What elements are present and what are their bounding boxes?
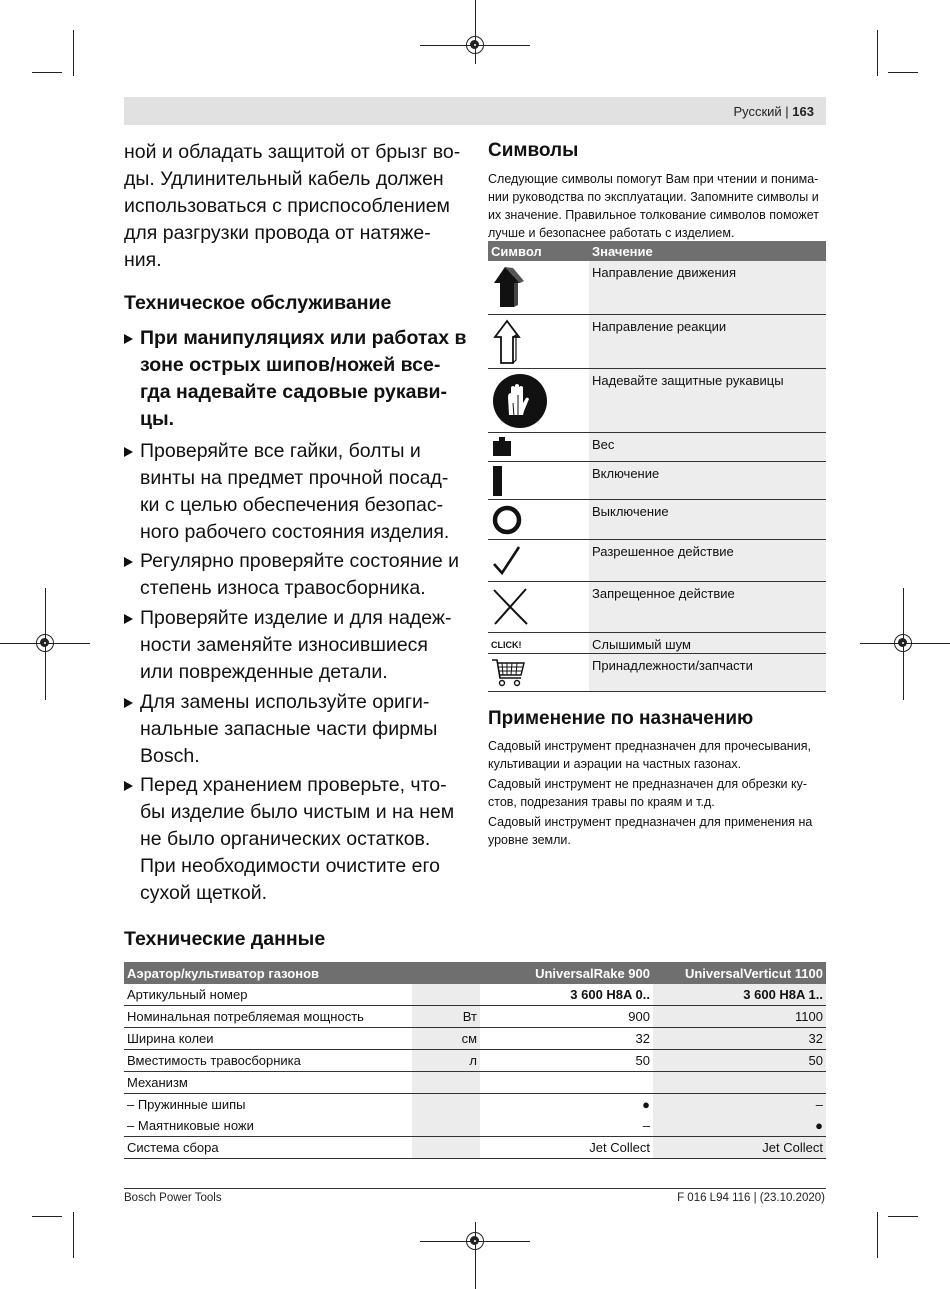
text-line: При необходимости очистите его [140,855,441,877]
row-label: Артикульный номер [124,984,412,1006]
tech-data-heading: Технические данные [124,928,326,950]
column-header-symbol: Символ [488,241,589,261]
intro-paragraph [124,139,464,274]
value-cell: – [653,1094,826,1116]
symbol-cell [488,632,589,653]
bullet-triangle-icon [124,557,133,567]
registration-mark-icon [36,634,54,652]
symbol-cell [488,368,589,432]
table-row [488,653,826,691]
symbol-cell [488,461,589,499]
text-line: Садовый инструмент не предназначен для обрезки ку- [488,777,808,791]
meaning-cell: Принадлежности/запчасти [589,653,826,691]
table-row [124,1050,826,1072]
cross-icon [491,586,531,626]
bullet-item [124,689,469,770]
text-line: ного рабочего состояния изделия. [140,521,450,543]
registration-mark-icon [466,36,484,54]
text-line: их значение. Правильное толкование символов поможет [488,208,819,222]
table-header-row [488,241,826,261]
language-label: Русский [733,104,782,119]
unit-cell [412,1137,480,1159]
unit-cell [412,1094,480,1116]
unit-cell [412,1115,480,1137]
column-header-meaning: Значение [589,241,826,261]
text-line: ды. Удлинительный кабель должен [124,168,444,190]
text-line: стов, подрезания травы по краям и т.д. [488,795,715,809]
bullet-triangle-icon [124,614,133,624]
footer-rule [124,1188,826,1189]
check-icon [491,544,525,578]
bullet-item [124,438,469,546]
table-row [124,1115,826,1137]
text-line: Перед хранением проверьте, что- [140,774,447,796]
click-icon: CLICK! [491,639,522,650]
bullet-item [124,605,469,686]
text-line: лучше и безопаснее работать с изделием. [488,226,735,240]
crop-mark [32,72,62,73]
table-row [124,1006,826,1028]
table-row [488,632,826,653]
bullet-triangle-icon [124,698,133,708]
symbols-intro [488,170,826,242]
bullet-triangle-icon [124,447,133,457]
value-cell: – [480,1115,653,1137]
text-line: культивации и аэрации на частных газонах. [488,757,742,771]
registration-mark-icon [894,634,912,652]
row-label: – Пружинные шипы [127,1097,246,1112]
row-label: Номинальная потребляемая мощность [124,1006,412,1028]
model-header: UniversalVerticut 1100 [653,962,826,984]
row-label: Вместимость травосборника [124,1050,412,1072]
symbol-cell [488,314,589,368]
footer-right: F 016 L94 116 | (23.10.2020) [677,1192,825,1204]
meaning-cell: Надевайте защитные рукавицы [589,368,826,432]
page-header: Русский | 163 [733,104,814,119]
meaning-cell: Направление движения [589,261,826,314]
value-cell [480,1072,653,1094]
page-header-bar [124,97,826,125]
table-row [488,314,826,368]
text-line: зоне острых шипов/ножей все- [140,354,441,376]
table-row [488,581,826,632]
crop-mark [32,1216,62,1217]
value-cell: 32 [653,1028,826,1050]
power-off-icon [491,504,525,536]
value-cell: Jet Collect [653,1137,826,1159]
text-line: Садовый инструмент предназначен для прочесывания, [488,739,811,753]
table-row [124,1072,826,1094]
bullet-triangle-icon [124,334,133,344]
page-number: 163 [792,104,814,119]
unit-cell: Вт [412,1006,480,1028]
unit-cell [412,984,480,1006]
text-line: Для замены используйте ориги- [140,691,430,713]
value-cell [653,1072,826,1094]
table-row [124,1137,826,1159]
symbol-cell [488,261,589,314]
value-cell: 3 600 H8A 1.. [653,984,826,1006]
table-row [124,984,826,1006]
power-on-icon [491,466,505,496]
text-line: не было органических остатков. [140,828,431,850]
row-label: Система сбора [124,1137,412,1159]
registration-mark-line [475,0,476,64]
value-cell: Jet Collect [480,1137,653,1159]
bullet-item [124,772,469,907]
value-cell: 1100 [653,1006,826,1028]
meaning-cell: Включение [589,461,826,499]
row-label: Механизм [124,1072,412,1094]
text-line: Проверяйте все гайки, болты и [140,440,421,462]
meaning-cell: Направление реакции [589,314,826,368]
crop-mark [73,1212,74,1258]
arrow-up-outline-icon [491,319,527,365]
text-line: для разгрузки провода от натяже- [124,222,431,244]
unit-cell [412,1072,480,1094]
table-row [488,432,826,461]
symbol-cell [488,432,589,461]
bullet-item [124,548,469,602]
row-label: – Маятниковые ножи [124,1115,412,1137]
registration-mark-icon [466,1232,484,1250]
symbol-cell [488,539,589,581]
symbol-cell [488,653,589,691]
row-label: Ширина колеи [124,1028,412,1050]
text-line: использоваться с приспособлением [124,195,450,217]
intended-use-text [488,737,826,849]
bullet-item [124,325,469,433]
table-row [488,261,826,314]
value-cell: ● [653,1115,826,1137]
symbol-cell [488,499,589,539]
text-line: Регулярно проверяйте состояние и [140,550,460,572]
text-line: Следующие символы помогут Вам при чтении и понима- [488,172,819,186]
crop-mark [73,30,74,76]
table-row [124,1094,826,1116]
footer-left: Bosch Power Tools [124,1192,222,1204]
text-line: ки с целью обеспечения безопас- [140,494,444,516]
arrow-up-filled-icon [491,265,527,309]
text-line: При манипуляциях или работах в [140,327,467,349]
text-line: Bosch. [140,745,200,767]
tech-data-table [124,962,826,1159]
weight-icon [491,437,513,457]
intended-use-heading: Применение по назначению [488,708,754,729]
model-header: UniversalRake 900 [480,962,653,984]
table-row [488,461,826,499]
gloves-icon [491,373,549,429]
value-cell: ● [642,1097,650,1112]
text-line: или поврежденные детали. [140,661,388,683]
table-row [124,1028,826,1050]
value-cell: 900 [480,1006,653,1028]
text-line: ной и обладать защитой от брызг во- [124,141,461,163]
symbols-heading: Символы [488,140,579,161]
text-line: степень износа травосборника. [140,577,426,599]
text-line: ности заменяйте износившиеся [140,634,428,656]
cart-icon [491,658,527,688]
table-row [488,499,826,539]
crop-mark [877,1212,878,1258]
product-header: Аэратор/культиватор газонов [124,962,412,984]
unit-header [412,962,480,984]
unit-cell: л [412,1050,480,1072]
value-cell: 32 [480,1028,653,1050]
value-cell: 50 [653,1050,826,1072]
table-row [488,539,826,581]
text-line: винты на предмет прочной посад- [140,467,449,489]
text-line: цы. [140,408,175,430]
table-row [488,368,826,432]
text-line: нии руководства по эксплуатации. Запомните символы и [488,190,819,204]
crop-mark [888,72,918,73]
unit-cell: см [412,1028,480,1050]
text-line: ния. [124,249,162,271]
symbols-table [488,241,826,692]
text-line: Проверяйте изделие и для надеж- [140,607,452,629]
meaning-cell: Вес [589,432,826,461]
crop-mark [888,1216,918,1217]
maintenance-heading: Техническое обслуживание [124,292,392,314]
value-cell: 50 [480,1050,653,1072]
meaning-cell: Слышимый шум [589,632,826,653]
table-header-row [124,962,826,984]
text-line: гда надевайте садовые рукави- [140,381,447,403]
symbol-cell [488,581,589,632]
text-line: Садовый инструмент предназначен для применения на [488,815,813,829]
meaning-cell: Разрешенное действие [589,539,826,581]
meaning-cell: Выключение [589,499,826,539]
crop-mark [877,30,878,76]
text-line: уровне земли. [488,833,571,847]
bullet-triangle-icon [124,781,133,791]
text-line: бы изделие было чистым и на нем [140,801,455,823]
text-line: сухой щеткой. [140,882,268,904]
text-line: нальные запасные части фирмы [140,718,438,740]
meaning-cell: Запрещенное действие [589,581,826,632]
value-cell: 3 600 H8A 0.. [480,984,653,1006]
